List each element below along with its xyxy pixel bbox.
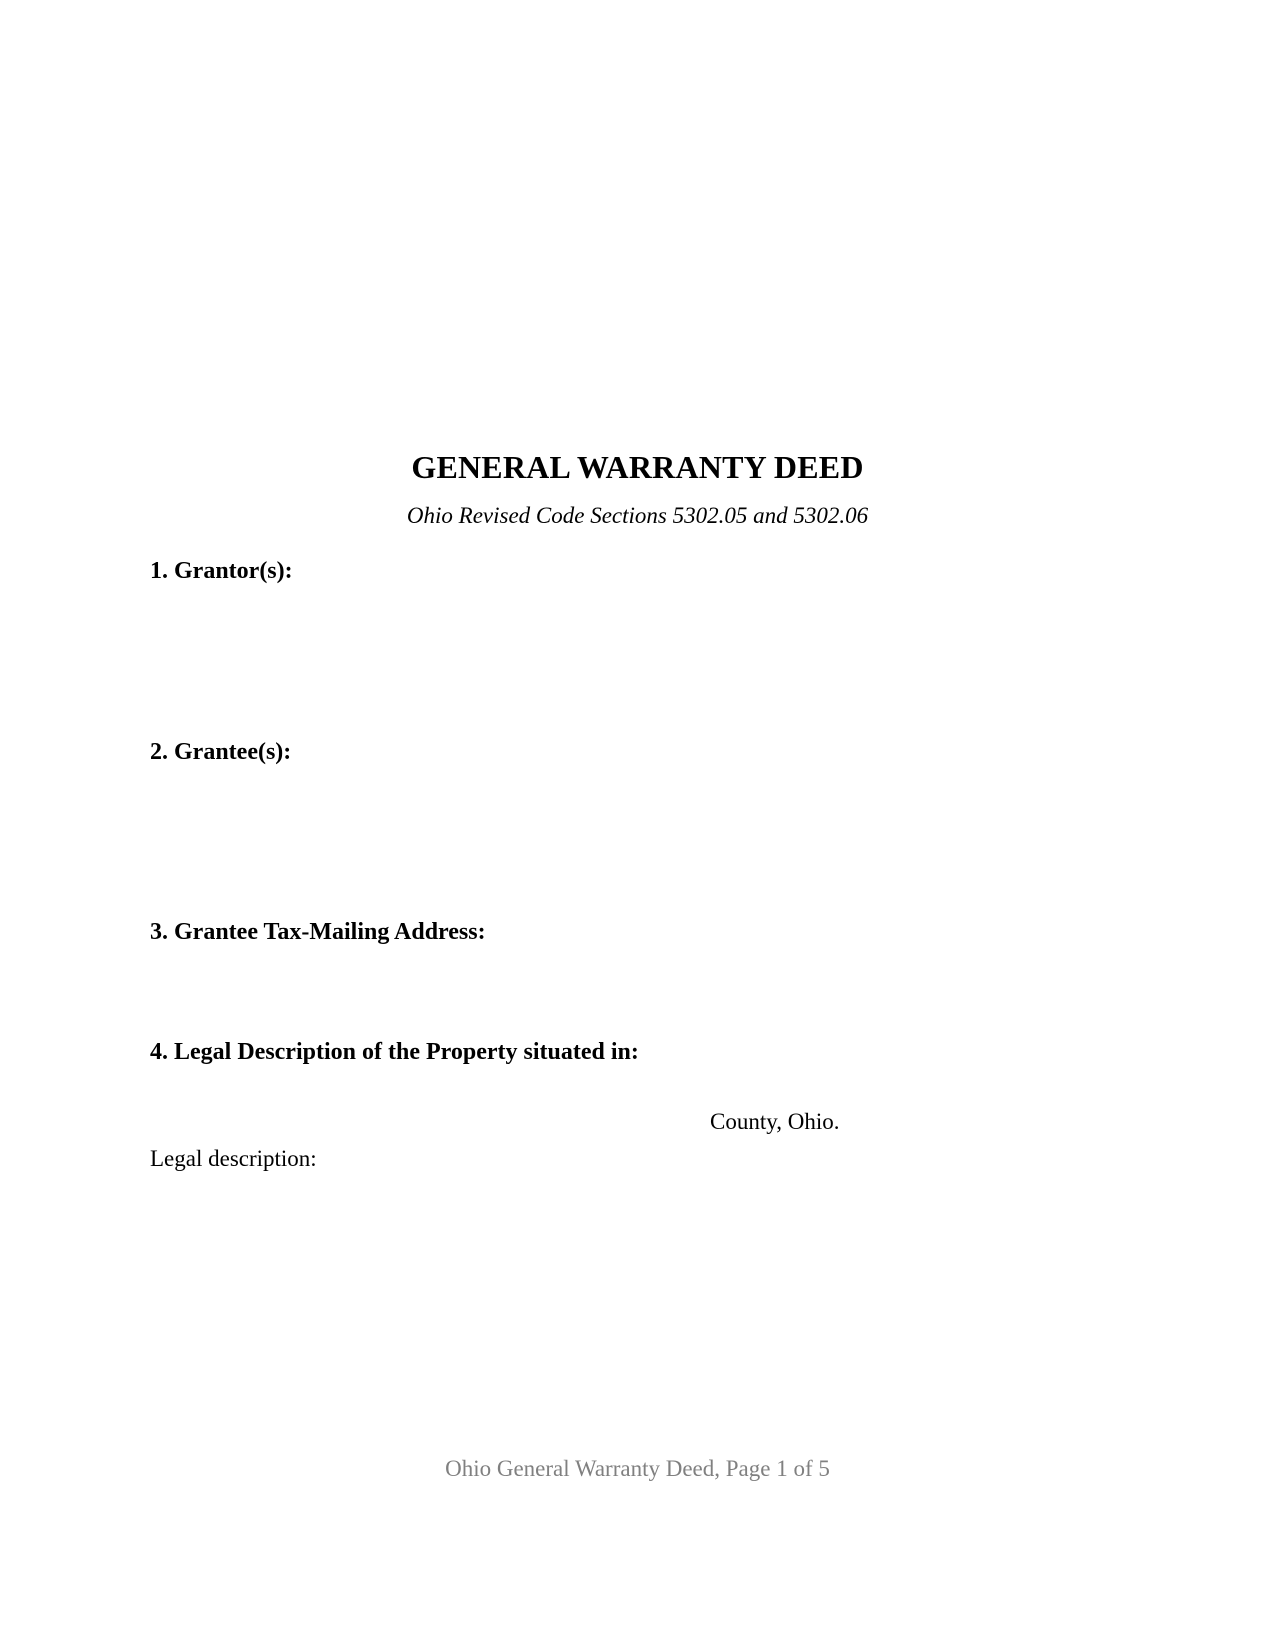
page-footer: Ohio General Warranty Deed, Page 1 of 5 bbox=[445, 1456, 830, 1481]
section-grantee-heading: 2. Grantee(s): bbox=[150, 739, 292, 765]
section-grantor-heading: 1. Grantor(s): bbox=[150, 558, 293, 584]
legal-description-label: Legal description: bbox=[150, 1146, 317, 1171]
document-title: GENERAL WARRANTY DEED bbox=[411, 449, 864, 485]
county-ohio-text: County, Ohio. bbox=[710, 1109, 840, 1134]
section-tax-mailing-address-heading: 3. Grantee Tax-Mailing Address: bbox=[150, 919, 486, 945]
document-subtitle: Ohio Revised Code Sections 5302.05 and 5302.06 bbox=[406, 503, 869, 528]
section-legal-description-heading: 4. Legal Description of the Property situated in: bbox=[150, 1039, 639, 1065]
